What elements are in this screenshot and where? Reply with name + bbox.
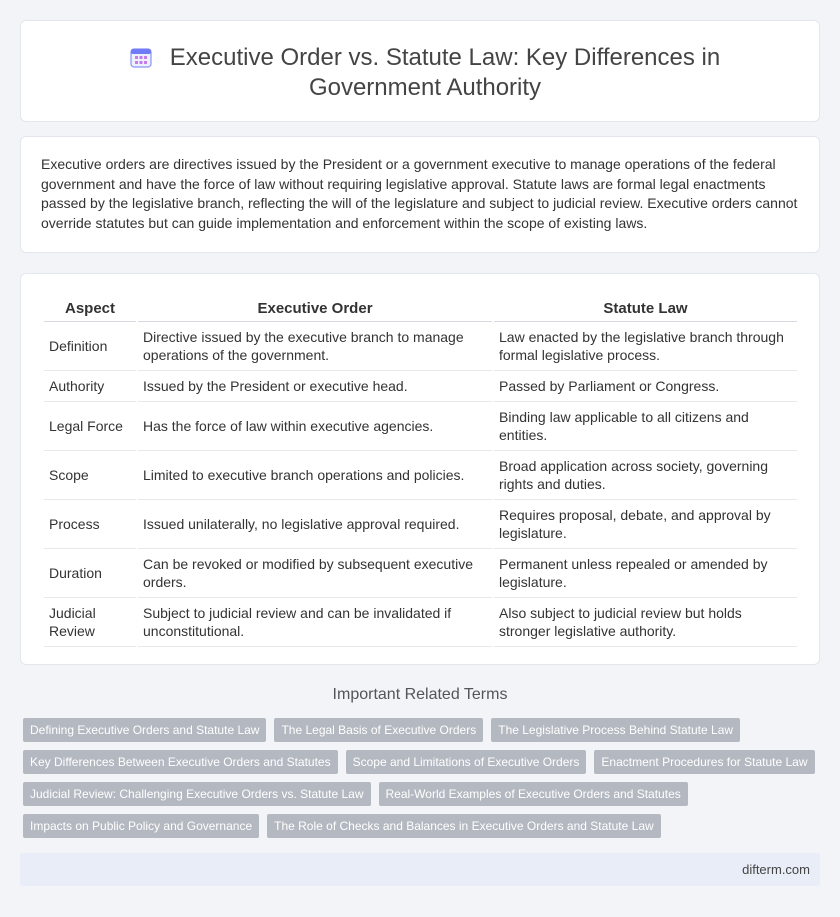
row-aspect: Definition (44, 322, 136, 371)
row-aspect: Authority (44, 371, 136, 402)
table-row (44, 451, 797, 500)
row-executive-order: Subject to judicial review and can be invalidated if unconstitutional. (138, 598, 492, 647)
table-header-row (44, 292, 797, 322)
comparison-table (42, 292, 799, 647)
header-executive-order: Executive Order (138, 292, 492, 322)
tag-row (23, 814, 823, 838)
table-row (44, 371, 797, 402)
intro-card (20, 136, 820, 253)
row-statute-law: Passed by Parliament or Congress. (494, 371, 797, 402)
header-aspect: Aspect (44, 292, 136, 322)
row-executive-order: Issued unilaterally, no legislative approval required. (138, 500, 492, 549)
related-term-tag[interactable]: The Legal Basis of Executive Orders (274, 718, 483, 742)
related-term-tag[interactable]: Judicial Review: Challenging Executive Orders vs. Statute Law (23, 782, 371, 806)
row-aspect: Duration (44, 549, 136, 598)
row-statute-law: Binding law applicable to all citizens and entities. (494, 402, 797, 451)
row-executive-order: Issued by the President or executive head. (138, 371, 492, 402)
related-terms-heading: Important Related Terms (332, 686, 508, 703)
calendar-icon (130, 46, 152, 68)
related-term-tag[interactable]: Key Differences Between Executive Orders and Statutes (23, 750, 338, 774)
table-row (44, 402, 797, 451)
table-row (44, 598, 797, 647)
table-row (44, 322, 797, 371)
intro-text: Executive orders are directives issued by the President or a government executive to manage operations of the federal government and have the force of law without requiring legislative approval. Statute laws are formal legal enactments passed by the legislative branch, reflecting the will of the legislature and subject to judicial review. Executive orders cannot override statutes but can guide implementation and enforcement within the scope of existing laws. (41, 156, 798, 231)
tag-row (23, 782, 823, 806)
table-row (44, 500, 797, 549)
row-statute-law: Also subject to judicial review but holds stronger legislative authority. (494, 598, 797, 647)
page-title: Executive Order vs. Statute Law: Key Differences in Government Authority (169, 44, 721, 101)
row-statute-law: Permanent unless repealed or amended by legislature. (494, 549, 797, 598)
related-term-tag[interactable]: Impacts on Public Policy and Governance (23, 814, 259, 838)
tag-row (23, 750, 823, 774)
row-aspect: Judicial Review (44, 598, 136, 647)
related-term-tag[interactable]: Real-World Examples of Executive Orders and Statutes (379, 782, 688, 806)
row-statute-law: Law enacted by the legislative branch through formal legislative process. (494, 322, 797, 371)
row-aspect: Scope (44, 451, 136, 500)
row-statute-law: Requires proposal, debate, and approval by legislature. (494, 500, 797, 549)
related-terms-tags (23, 718, 823, 846)
related-term-tag[interactable]: Scope and Limitations of Executive Orders (346, 750, 587, 774)
row-executive-order: Has the force of law within executive agencies. (138, 402, 492, 451)
related-term-tag[interactable]: The Legislative Process Behind Statute Law (491, 718, 740, 742)
row-executive-order: Can be revoked or modified by subsequent executive orders. (138, 549, 492, 598)
row-executive-order: Directive issued by the executive branch to manage operations of the government. (138, 322, 492, 371)
header-statute-law: Statute Law (494, 292, 797, 322)
related-term-tag[interactable]: The Role of Checks and Balances in Executive Orders and Statute Law (267, 814, 661, 838)
row-aspect: Legal Force (44, 402, 136, 451)
row-executive-order: Limited to executive branch operations and policies. (138, 451, 492, 500)
title-card (20, 20, 820, 122)
related-term-tag[interactable]: Enactment Procedures for Statute Law (594, 750, 814, 774)
row-statute-law: Broad application across society, governing rights and duties. (494, 451, 797, 500)
related-term-tag[interactable]: Defining Executive Orders and Statute Law (23, 718, 266, 742)
tag-row (23, 718, 823, 742)
table-row (44, 549, 797, 598)
comparison-table-card (20, 273, 820, 665)
row-aspect: Process (44, 500, 136, 549)
footer (20, 853, 820, 886)
footer-site-link[interactable]: difterm.com (742, 862, 810, 877)
